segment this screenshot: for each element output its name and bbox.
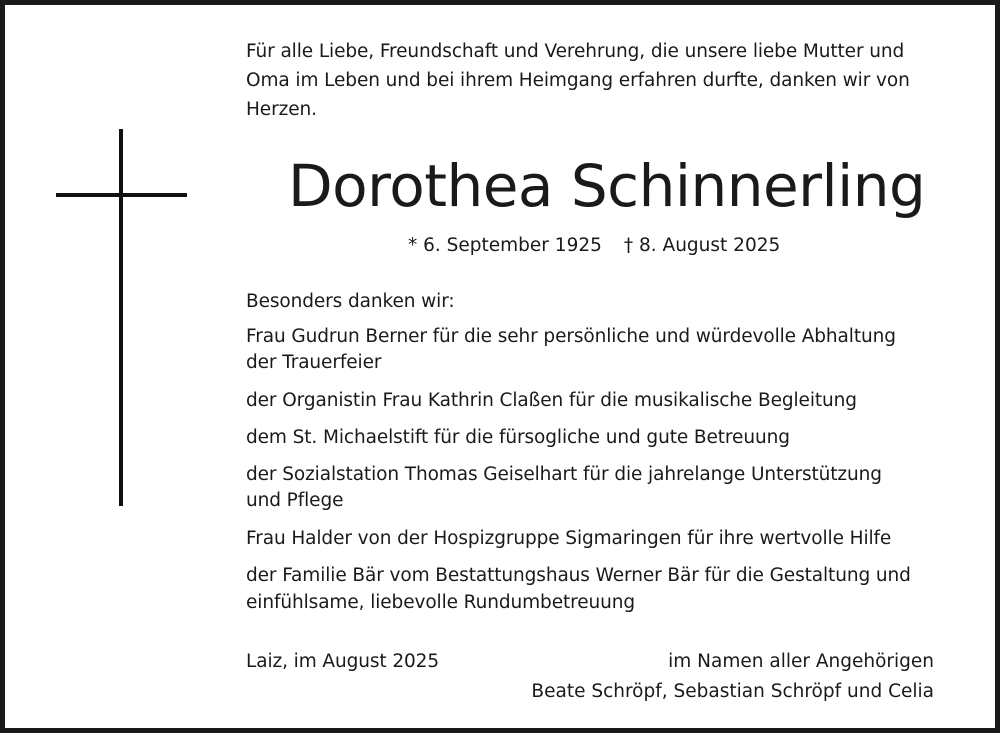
intro-line: Herzen. [246, 99, 317, 120]
birth-date: * 6. September 1925 [408, 235, 602, 256]
thanks-item: der Organistin Frau Kathrin Claßen für die musikalische Begleitung [246, 390, 857, 411]
signatories: Beate Schröpf, Sebastian Schröpf und Celia [531, 681, 934, 702]
thanks-item: der Familie Bär vom Bestattungshaus Werner Bär für die Gestaltung und [246, 565, 911, 586]
thanks-item-continued: der Trauerfeier [246, 352, 382, 373]
thanks-item: Frau Halder von der Hospizgruppe Sigmaringen für ihre wertvolle Hilfe [246, 528, 892, 549]
cross-horizontal-bar [56, 193, 187, 197]
intro-line: Für alle Liebe, Freundschaft und Verehrung, die unsere liebe Mutter und [246, 41, 905, 62]
intro-line: Oma im Leben und bei ihrem Heimgang erfahren durfte, danken wir von [246, 70, 910, 91]
place-date: Laiz, im August 2025 [246, 651, 439, 672]
deceased-name: Dorothea Schinnerling [288, 152, 926, 220]
life-dates [408, 231, 780, 260]
thanks-item: Frau Gudrun Berner für die sehr persönliche und würdevolle Abhaltung [246, 326, 896, 347]
thanks-item-continued: einfühlsame, liebevolle Rundumbetreuung [246, 592, 636, 613]
thanks-item-continued: und Pflege [246, 490, 344, 511]
on-behalf-line: im Namen aller Angehörigen [668, 651, 934, 672]
death-date: † 8. August 2025 [623, 235, 781, 256]
thanks-heading: Besonders danken wir: [246, 291, 455, 312]
thanks-item: dem St. Michaelstift für die fürsogliche und gute Betreuung [246, 427, 790, 448]
cross-vertical-bar [119, 129, 123, 506]
thanks-item: der Sozialstation Thomas Geiselhart für die jahrelange Unterstützung [246, 464, 882, 485]
